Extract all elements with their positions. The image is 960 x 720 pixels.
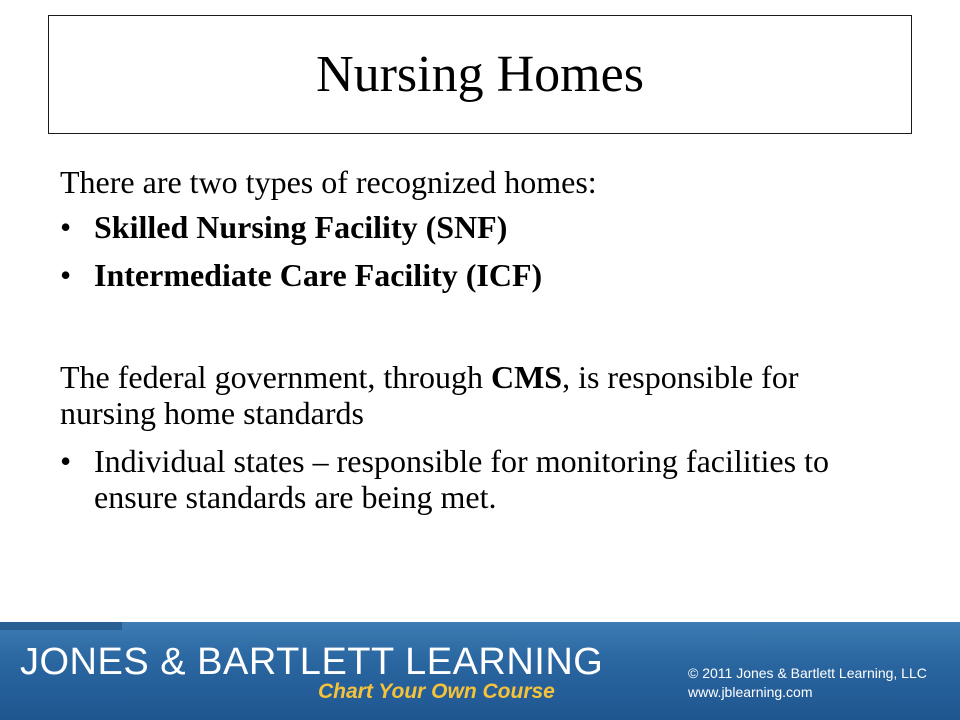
spacer [60,305,900,359]
tagline: Chart Your Own Course [318,680,555,703]
bullet-text: Individual states – responsible for monitoring facilities to ensure standards are being met. [94,443,829,515]
intro-text: There are two types of recognized homes: [60,164,597,200]
list-item [60,209,900,245]
cms-acronym: CMS [490,359,563,395]
publisher-logo: JONES & BARTLETT LEARNING [20,641,604,683]
title-box [48,15,912,134]
facility-types-list [60,209,900,293]
bullet-icon: • [60,443,72,479]
bullet-icon: • [60,209,72,245]
states-list [60,443,900,515]
slide-title: Nursing Homes [316,46,644,103]
list-item [60,443,900,515]
bullet-icon: • [60,257,72,293]
standards-paragraph [60,359,900,431]
paragraph-text: , is responsible for nursing home standards [60,359,799,431]
bullet-text: Intermediate Care Facility (ICF) [94,257,543,293]
website-link: www.jblearning.com [688,684,813,700]
footer-accent [0,622,122,630]
copyright-block [688,664,927,702]
paragraph-text: The federal government, through [60,359,491,395]
footer-band [0,622,960,720]
list-item [60,257,900,293]
slide-body [60,164,900,515]
copyright-text: © 2011 Jones & Bartlett Learning, LLC [688,665,927,681]
bullet-text: Skilled Nursing Facility (SNF) [94,209,508,245]
